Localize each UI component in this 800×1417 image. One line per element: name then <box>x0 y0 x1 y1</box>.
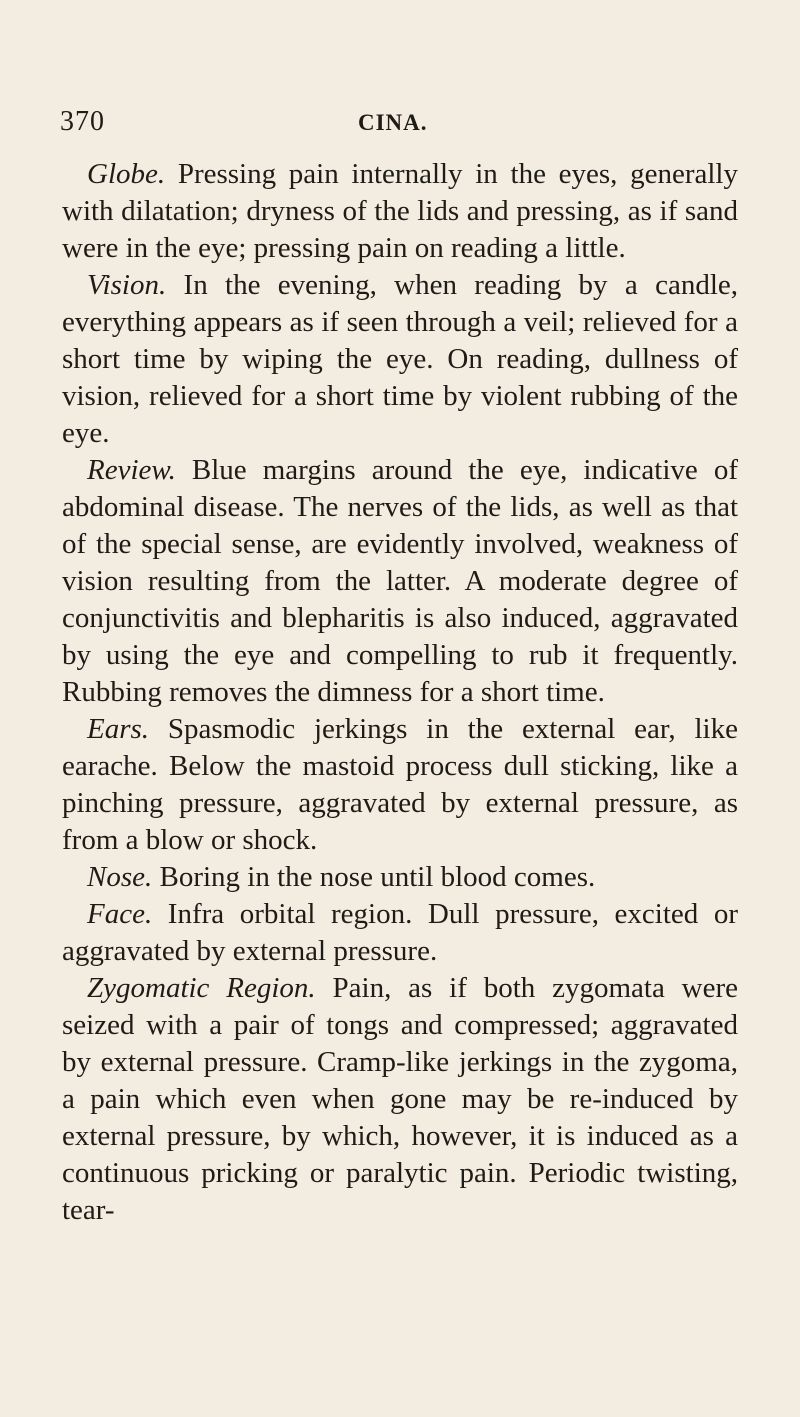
paragraph-heading: Ears. <box>87 713 150 745</box>
paragraph-text: Pain, as if both zygomata were seized with a pair of tongs and compressed; aggravated by external pressure. Cramp-like jerkings in the zygoma, a pain which even when gone may be re-induced by external pressure, by which, however, it is induced as a continuous pricking or paralytic pain. Periodic twisting, tear- <box>62 972 739 1226</box>
paragraph-text: Pressing pain internally in the eyes, generally with dilatation; dryness of the lids and pressing, as if sand were in the eye; pressing pain on reading a little. <box>62 158 738 264</box>
paragraph-face <box>62 896 738 970</box>
paragraph-globe <box>62 156 738 267</box>
paragraph-heading: Face. <box>87 898 153 930</box>
body-text <box>62 156 738 1229</box>
paragraph-heading: Zygomatic Region. <box>87 972 316 1004</box>
paragraph-text: Blue margins around the eye, indicative of abdominal disease. The nerves of the lids, as well as that of the special sense, are evidently involved, weakness of vision resulting from the latter. A moderate degree of conjunctivitis and blepharitis is also induced, aggravated by using the eye and compelling to rub it frequently. Rubbing removes the dimness for a short time. <box>62 454 738 708</box>
running-head <box>0 104 800 138</box>
running-title: CINA. <box>358 110 428 135</box>
paragraph-heading: Nose. <box>87 861 153 893</box>
paragraph-review <box>62 452 738 711</box>
paragraph-text: Boring in the nose until blood comes. <box>152 861 596 893</box>
paragraph-heading: Globe. <box>87 158 166 190</box>
paragraph-text: In the evening, when reading by a candle, everything appears as if seen through a veil; relieved for a short time by wiping the eye. On reading, dullness of vision, relieved for a short time by violent rubbing of the eye. <box>62 269 738 449</box>
page-number: 370 <box>60 106 105 137</box>
paragraph-text: Infra orbital region. Dull pressure, excited or aggravated by external pressure. <box>62 898 738 967</box>
paragraph-ears <box>62 711 738 859</box>
paragraph-heading: Vision. <box>87 269 167 301</box>
paragraph-zygomatic-region <box>62 970 738 1229</box>
paragraph-heading: Review. <box>87 454 176 486</box>
paragraph-vision <box>62 267 738 452</box>
paragraph-text: Spasmodic jerkings in the external ear, like earache. Below the mastoid process dull sticking, like a pinching pressure, aggravated by external pressure, as from a blow or shock. <box>62 713 738 856</box>
paragraph-nose <box>62 859 738 896</box>
